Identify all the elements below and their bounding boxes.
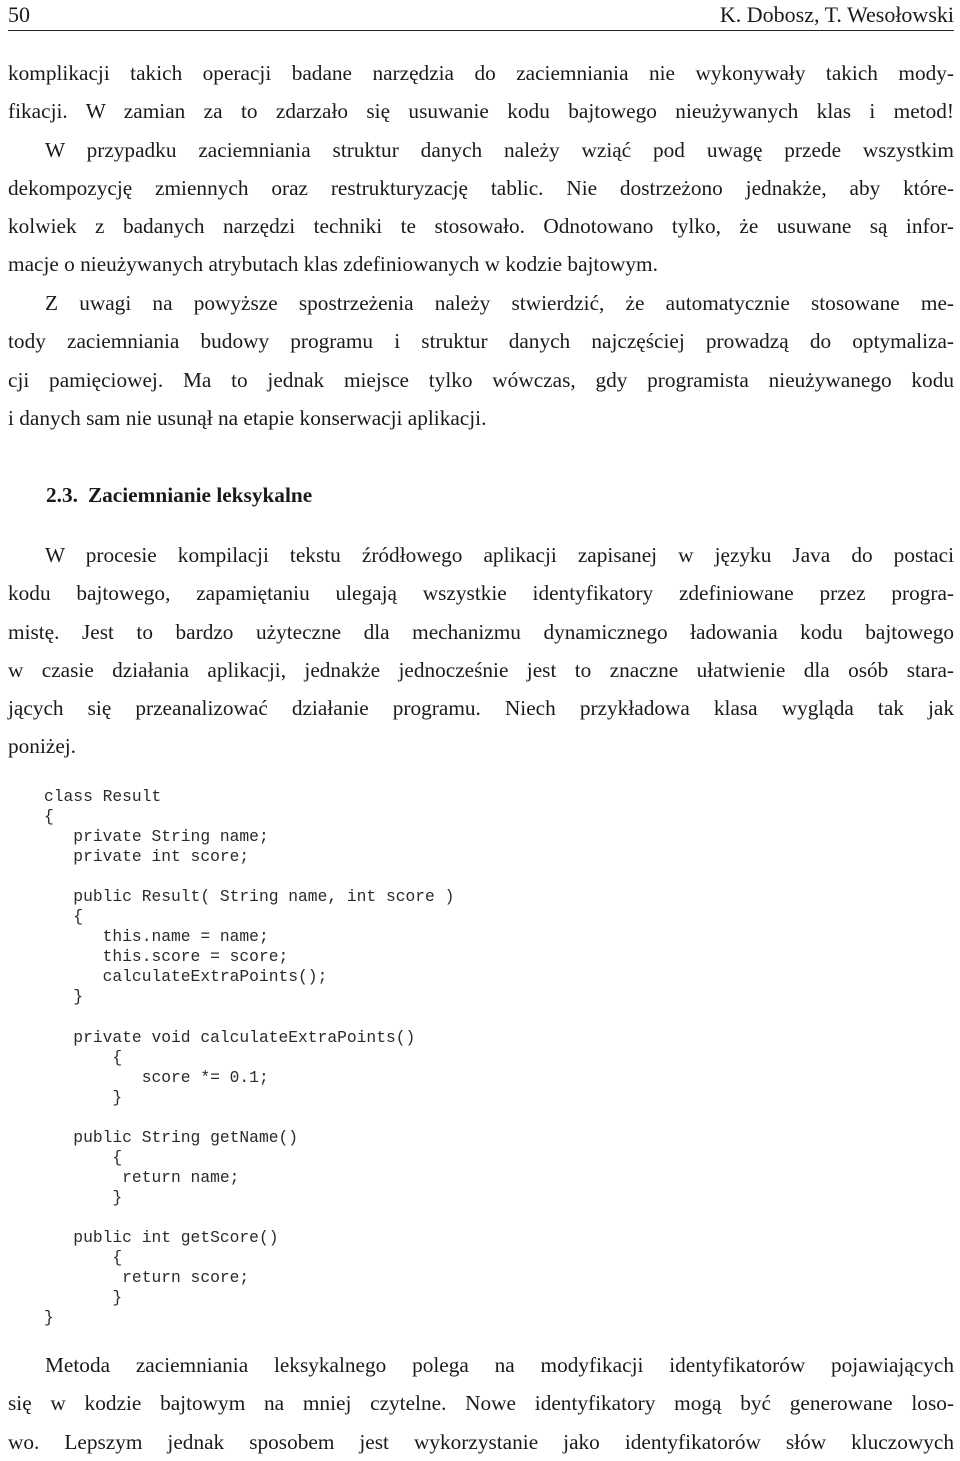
paragraph-line: się w kodzie bajtowym na mniej czytelne. Nowe identyfikatory mogą być generowane loso- [8, 1391, 954, 1416]
code-line [44, 867, 644, 887]
section-number: 2.3. [46, 483, 78, 507]
code-line: private String name; [44, 827, 269, 847]
code-line: class Result [44, 787, 162, 806]
code-line: public int getScore() [44, 1228, 279, 1248]
paragraph-line: Metoda zaciemniania leksykalnego polega na modyfikacji identyfikatorów pojawiających [45, 1353, 954, 1377]
paragraph-line: komplikacji takich operacji badane narzędzia do zaciemniania nie wykonywały takich mody- [8, 61, 954, 85]
code-line: { [44, 1248, 123, 1268]
paragraph-line: mistę. Jest to bardzo użyteczne dla mechanizmu dynamicznego ładowania kodu bajtowego [8, 619, 954, 644]
paragraph-line: W przypadku zaciemniania struktur danych należy wziąć pod uwagę przede wszystkim [45, 137, 954, 162]
code-line: public String getName() [44, 1127, 299, 1147]
code-line: { [44, 1147, 123, 1167]
paragraph-2 [8, 284, 954, 437]
section-heading [46, 478, 312, 512]
code-line: return name; [44, 1167, 240, 1187]
code-line: calculateExtraPoints(); [44, 967, 328, 987]
paragraph-line: cji pamięciowej. Ma to jednak miejsce tylko wówczas, gdy programista nieużywanego kodu [8, 367, 954, 392]
code-line [44, 1008, 644, 1028]
code-line [44, 1108, 644, 1128]
code-line: } [44, 1187, 123, 1207]
paragraph-1 [8, 54, 954, 284]
paragraph-line: wo. Lepszym jednak sposobem jest wykorzystanie jako identyfikatorów słów kluczowych [8, 1429, 954, 1454]
section-title: Zaciemnianie leksykalne [87, 483, 313, 507]
paragraph-line: tody zaciemniania budowy programu i struktur danych najczęściej prowadzą do optymaliza- [8, 329, 954, 354]
paragraph-line: w czasie działania aplikacji, jednakże jednocześnie jest to znaczne ułatwienie dla osób stara- [8, 657, 954, 682]
paragraph-line: kolwiek z badanych narzędzi techniki te stosowało. Odnotowano tylko, że usuwane są infor- [8, 214, 954, 239]
paragraph-line: kodu bajtowego, zapamiętaniu ulegają wszystkie identyfikatory zdefiniowane przez progra- [8, 581, 954, 606]
paragraph-line: macje o nieużywanych atrybutach klas zdefiniowanych w kodzie bajtowym. [8, 252, 658, 277]
paragraph-line: i danych sam nie usunął na etapie konserwacji aplikacji. [8, 405, 487, 430]
paragraph-line: poniżej. [8, 734, 77, 759]
running-header [8, 0, 954, 31]
code-line: private void calculateExtraPoints() [44, 1027, 416, 1047]
code-line: } [44, 1288, 123, 1308]
code-line: private int score; [44, 847, 250, 867]
code-line [44, 1208, 644, 1228]
code-line: } [44, 1087, 123, 1107]
paragraph-line: Z uwagi na powyższe spostrzeżenia należy stwierdzić, że automatycznie stosowane me- [45, 291, 954, 315]
code-line: public Result( String name, int score ) [44, 887, 455, 907]
paragraph-line: dekompozycję zmiennych oraz restrukturyzację tablic. Nie dostrzeżono jednakże, aby które- [8, 175, 954, 200]
paragraph-line: jących się przeanalizować działanie programu. Niech przykładowa klasa wygląda tak jak [8, 696, 954, 721]
code-line: { [44, 907, 84, 927]
code-line: { [44, 807, 54, 827]
header-authors: K. Dobosz, T. Wesołowski [719, 2, 954, 27]
paragraph-3 [8, 536, 954, 766]
page-number: 50 [8, 2, 30, 27]
code-line: this.name = name; [44, 927, 269, 947]
code-line: } [44, 987, 84, 1007]
code-line: return score; [44, 1268, 250, 1288]
code-line: this.score = score; [44, 947, 289, 967]
paragraph-line: W procesie kompilacji tekstu źródłowego aplikacji zapisanej w języku Java do postaci [45, 543, 954, 567]
code-line: score *= 0.1; [44, 1067, 269, 1087]
code-listing [44, 787, 644, 1328]
paragraph-4 [8, 1346, 954, 1461]
code-line: { [44, 1047, 123, 1067]
paragraph-line: fikacji. W zamian za to zdarzało się usuwanie kodu bajtowego nieużywanych klas i metod! [8, 99, 954, 124]
code-line: } [44, 1308, 54, 1328]
